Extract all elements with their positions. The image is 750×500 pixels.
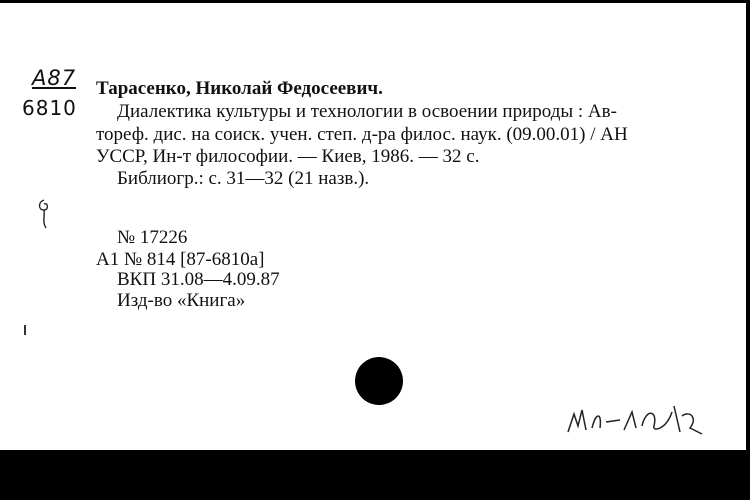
shelfmark-top: A87 [32,66,77,90]
title-line-2: тореф. дис. на соиск. учен. степ. д-ра филос. наук. (09.00.01) / АН [96,124,628,145]
title-line-1: Диалектика культуры и технологии в освоении природы : Ав- [117,101,617,122]
scan-border-top [0,0,750,3]
scan-border-right [746,0,750,500]
scan-border-bottom [0,450,750,500]
publisher-line: Изд-во «Книга» [117,290,246,311]
bibliography-note: Библиогр.: с. 31—32 (21 назв.). [117,168,370,189]
punch-hole [355,357,403,405]
shelfmark-bottom: 6810 [22,96,77,120]
title-line-3: УССР, Ин-т философии. — Киев, 1986. — 32 с. [96,146,480,167]
record-number: № 17226 [117,227,188,248]
scan-speck [24,325,26,335]
inventory-line: А1 № 814 [87-6810а] [96,249,265,270]
handwritten-mark [36,198,52,230]
author-heading: Тарасенко, Николай Федосеевич. [96,78,383,99]
vkp-line: ВКП 31.08—4.09.87 [117,269,280,290]
handwritten-scribble [562,392,712,442]
